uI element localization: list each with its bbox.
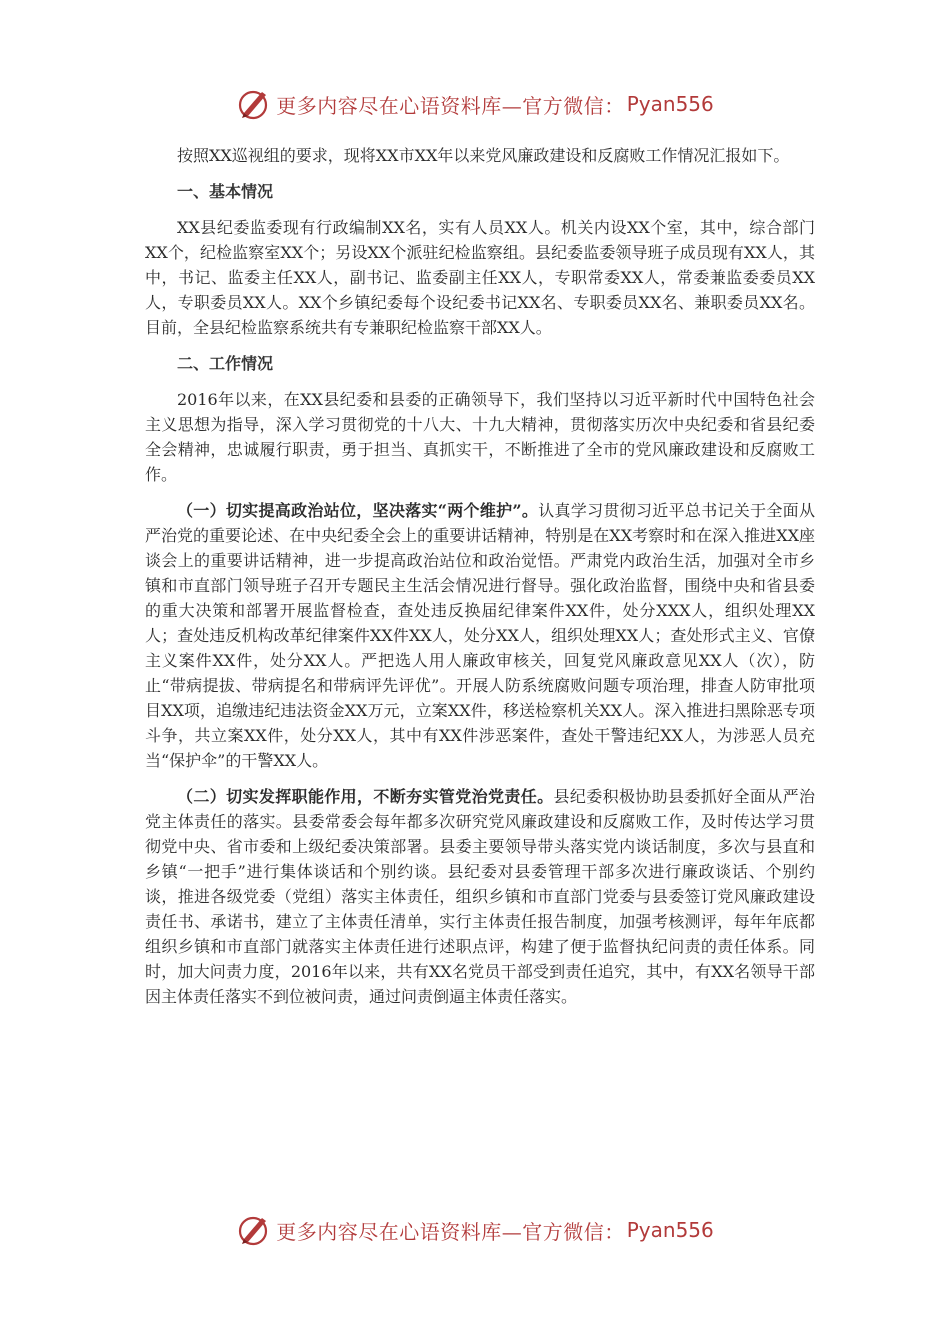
sub-1-title: （一）切实提高政治站位，坚决落实“两个维护”。 (177, 501, 539, 520)
pen-circle-logo-icon (236, 86, 272, 122)
paragraph-basic: XX县纪委监委现有行政编制XX名，实有人员XX人。机关内设XX个室，其中，综合部门XX个，纪检监察室XX个；另设XX个派驻纪检监察组。县纪委监委领导班子成员现有XX人，其中，书记、监委主任XX人，副书记、监委副主任XX人，专职常委XX人，常委兼监委委员XX人，专职委员XX人。XX个乡镇纪委每个设纪委书记XX名、专职委员XX名、兼职委员XX名。目前，全县纪检监察系统共有专兼职纪检监察干部XX人。 (145, 218, 815, 337)
header-banner (0, 84, 950, 124)
pen-circle-logo-icon (236, 1212, 272, 1248)
paragraph-sub-2 (145, 784, 815, 1009)
header-banner-text: 更多内容尽在心语资料库—官方微信： (276, 93, 625, 118)
sub-2-title: （二）切实发挥职能作用，不断夯实管党治党责任。 (177, 787, 554, 806)
footer-banner (0, 1210, 950, 1250)
sub-1-body: 认真学习贯彻习近平总书记关于全面从严治党的重要论述、在中央纪委全会上的重要讲话精神，特别是在XX考察时和在深入推进XX座谈会上的重要讲话精神，进一步提高政治站位和政治觉悟。严肃党内政治生活，加强对全市乡镇和市直部门领导班子召开专题民主生活会情况进行督导。强化政治监督，围绕中央和省县委的重大决策和部署开展监督检查，查处违反换届纪律案件XX件，处分XXX人，组织处理XX人；查处违反机构改革纪律案件XX件XX人，处分XX人，组织处理XX人；查处形式主义、官僚主义案件XX件，处分XX人。严把选人用人廉政审核关，回复党风廉政意见XX人（次），防止“带病提拔、带病提名和带病评先评优”。开展人防系统腐败问题专项治理，排查人防审批项目XX项，追缴违纪违法资金XX万元，立案XX件，移送检察机关XX人。深入推进扫黑除恶专项斗争，共立案XX件，处分XX人，其中有XX件涉恶案件，查处干警违纪XX人，为涉恶人员充当“保护伞”的干警XX人。 (145, 501, 815, 770)
section-heading-1: 一、基本情况 (177, 182, 274, 201)
section-heading-2: 二、工作情况 (177, 354, 274, 373)
sub-2-body: 县纪委积极协助县委抓好全面从严治党主体责任的落实。县委常委会每年都多次研究党风廉政建设和反腐败工作，及时传达学习贯彻党中央、省市委和上级纪委决策部署。县委主要领导带头落实党内谈话制度，多次与县直和乡镇“一把手”进行集体谈话和个别约谈。县纪委对县委管理干部多次进行廉政谈话、个别约谈，推进各级党委（党组）落实主体责任，组织乡镇和市直部门党委与县委签订党风廉政建设责任书、承诺书，建立了主体责任清单，实行主体责任报告制度，加强考核测评，每年年底都组织乡镇和市直部门就落实主体责任进行述职点评，构建了便于监督执纪问责的责任体系。同时，加大问责力度，2016年以来，共有XX名党员干部受到责任追究，其中，有XX名领导干部因主体责任落实不到位被问责，通过问责倒逼主体责任落实。 (145, 787, 815, 1006)
footer-banner-text: 更多内容尽在心语资料库—官方微信： (276, 1219, 625, 1244)
header-banner-id: Pyan556 (626, 92, 714, 116)
document-body (145, 143, 815, 1009)
paragraph-sub-1 (145, 498, 815, 773)
intro-paragraph: 按照XX巡视组的要求，现将XX市XX年以来党风廉政建设和反腐败工作情况汇报如下。 (177, 146, 790, 165)
paragraph-work: 2016年以来，在XX县纪委和县委的正确领导下，我们坚持以习近平新时代中国特色社会主义思想为指导，深入学习贯彻党的十八大、十九大精神，贯彻落实历次中央纪委和省县纪委全会精神，忠诚履行职责，勇于担当、真抓实干，不断推进了全市的党风廉政建设和反腐败工作。 (145, 390, 815, 484)
footer-banner-id: Pyan556 (626, 1218, 714, 1242)
